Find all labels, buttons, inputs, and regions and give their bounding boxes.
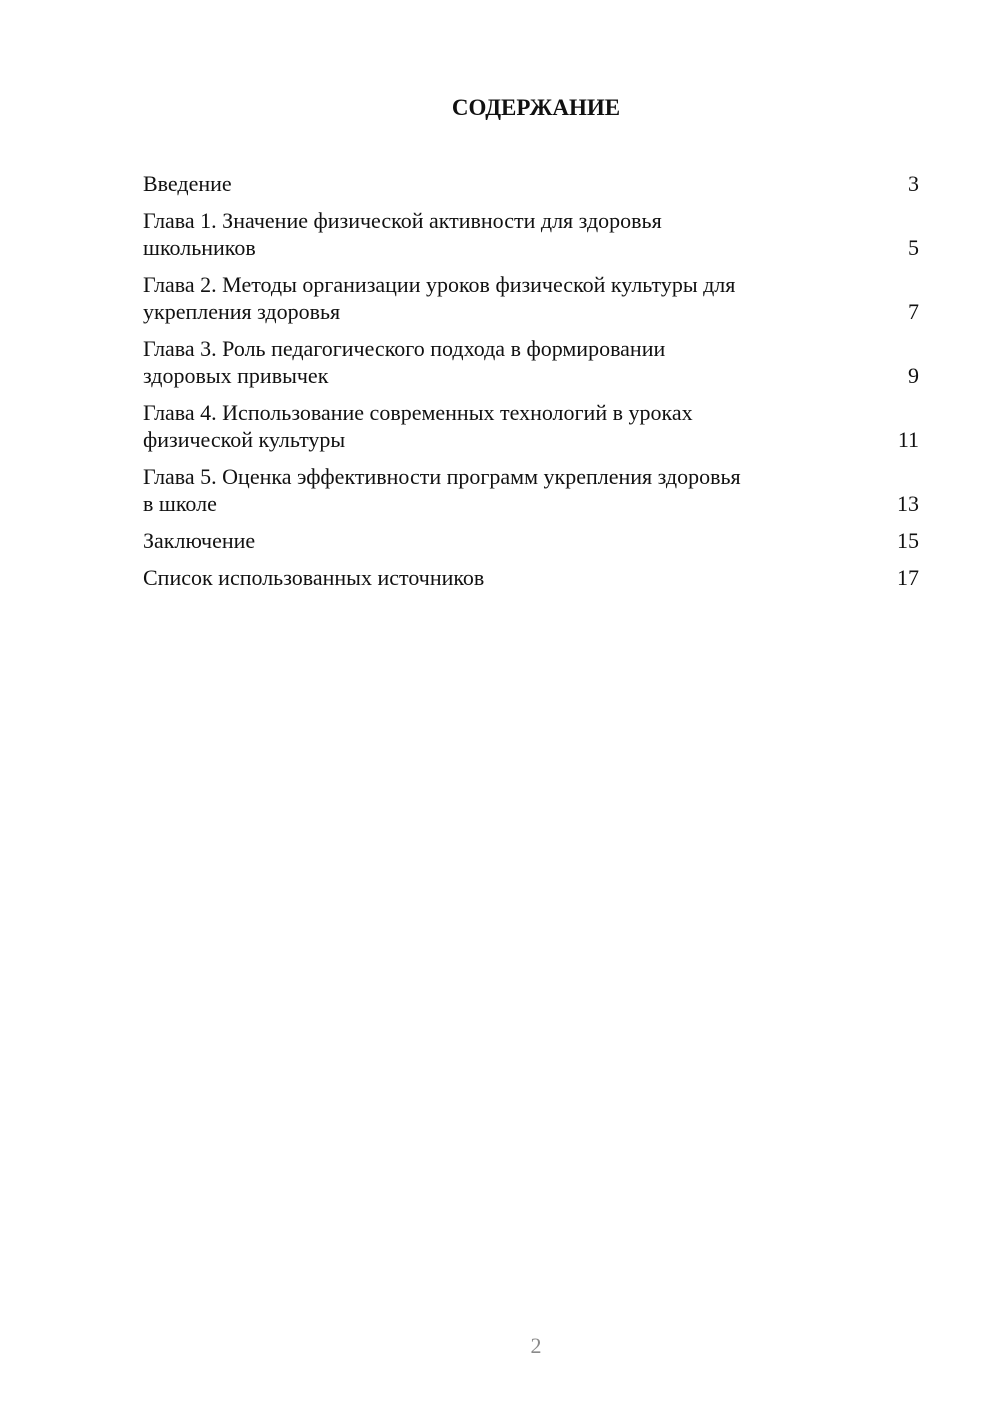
page-number: 2 [530, 1333, 542, 1358]
page-title: СОДЕРЖАНИЕ [451, 95, 621, 120]
toc-entry-text: Заключение [143, 528, 256, 553]
toc-entry-chapter-5 [143, 463, 919, 517]
toc-entry-text: Введение [143, 171, 232, 196]
toc-entry-chapter-3 [143, 335, 919, 389]
toc-entry-chapter-4 [143, 399, 919, 453]
toc-entry-page: 3 [908, 171, 919, 196]
toc-entry-introduction [143, 170, 919, 197]
table-of-contents [143, 170, 919, 601]
toc-entry-text: Глава 5. Оценка эффективности программ укрепления здоровья в школе [143, 464, 741, 516]
toc-entry-page: 11 [897, 427, 919, 452]
title-container [0, 95, 1000, 121]
toc-entry-page: 13 [897, 491, 919, 516]
toc-entry-conclusion [143, 527, 919, 554]
toc-entry-chapter-1 [143, 207, 919, 261]
toc-entry-references [143, 564, 919, 591]
toc-entry-page: 9 [908, 363, 919, 388]
toc-entry-text: Глава 1. Значение физической активности для здоровья школьников [143, 208, 662, 260]
toc-entry-page: 15 [897, 528, 919, 553]
toc-entry-text: Список использованных источников [143, 565, 485, 590]
toc-entry-page: 7 [908, 299, 919, 324]
toc-entry-page: 17 [897, 565, 919, 590]
toc-entry-text: Глава 4. Использование современных технологий в уроках физической культуры [143, 400, 693, 452]
toc-entry-text: Глава 3. Роль педагогического подхода в формировании здоровых привычек [143, 336, 666, 388]
toc-entry-chapter-2 [143, 271, 919, 325]
toc-entry-page: 5 [908, 235, 919, 260]
toc-entry-text: Глава 2. Методы организации уроков физической культуры для укрепления здоровья [143, 272, 736, 324]
